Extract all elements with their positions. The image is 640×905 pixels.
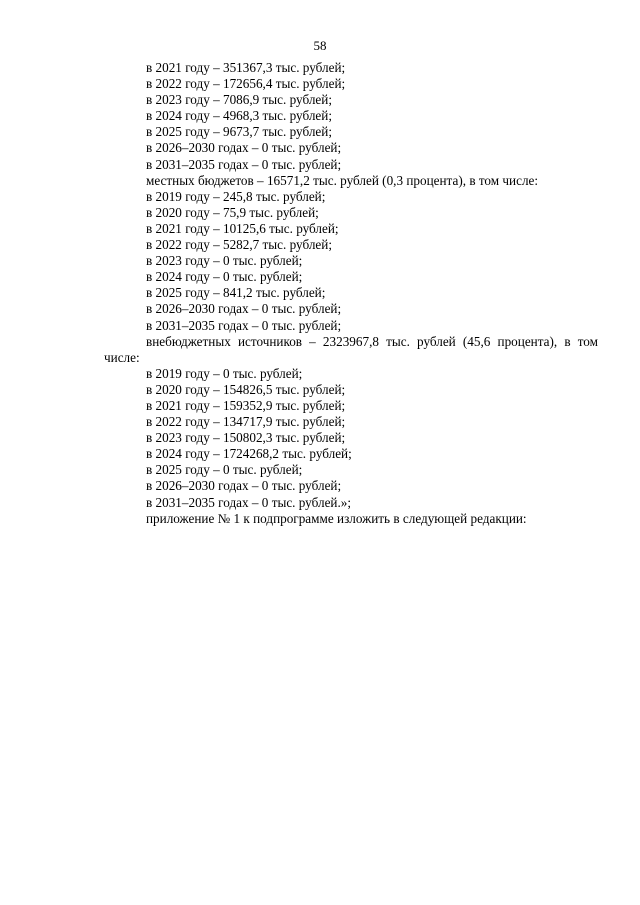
text-line: в 2020 году – 154826,5 тыс. рублей;: [146, 381, 346, 397]
text-line: в 2031–2035 годах – 0 тыс. рублей;: [146, 156, 342, 172]
text-line: в 2022 году – 5282,7 тыс. рублей;: [146, 237, 332, 253]
text-line: в 2021 году – 10125,6 тыс. рублей;: [146, 220, 339, 236]
text-line: в 2024 году – 0 тыс. рублей;: [146, 269, 303, 285]
text-line: в 2019 году – 245,8 тыс. рублей;: [146, 188, 326, 204]
text-line: в 2021 году – 159352,9 тыс. рублей;: [146, 397, 346, 413]
text-line: приложение № 1 к подпрограмме изложить в следующей редакции:: [146, 510, 527, 526]
text-line: в 2021 году – 351367,3 тыс. рублей;: [146, 60, 346, 75]
text-line: в 2026–2030 годах – 0 тыс. рублей;: [146, 478, 342, 494]
text-line: в 2024 году – 1724268,2 тыс. рублей;: [146, 446, 352, 462]
text-line: в 2023 году – 0 тыс. рублей;: [146, 253, 303, 269]
text-line: в 2025 году – 9673,7 тыс. рублей;: [146, 124, 332, 140]
text-line: в 2019 году – 0 тыс. рублей;: [146, 365, 303, 381]
text-line: в 2026–2030 годах – 0 тыс. рублей;: [146, 140, 342, 156]
text-line: в 2025 году – 0 тыс. рублей;: [146, 462, 303, 478]
text-line: в 2025 году – 841,2 тыс. рублей;: [146, 285, 326, 301]
text-line: в 2024 году – 4968,3 тыс. рублей;: [146, 108, 332, 124]
text-line: в 2023 году – 7086,9 тыс. рублей;: [146, 92, 332, 108]
text-line: местных бюджетов – 16571,2 тыс. рублей (0,3 процента), в том числе:: [146, 172, 539, 188]
text-line: в 2022 году – 172656,4 тыс. рублей;: [146, 76, 346, 92]
extrabudgetary-paragraph: внебюджетных источников – 2323967,8 тыс. рублей (45,6 процента), в том числе:: [104, 333, 598, 365]
text-line: в 2031–2035 годах – 0 тыс. рублей;: [146, 317, 342, 333]
page-number: 58: [313, 38, 327, 53]
text-line: в 2023 году – 150802,3 тыс. рублей;: [146, 430, 346, 446]
text-line: в 2022 году – 134717,9 тыс. рублей;: [146, 414, 346, 430]
document-body: [104, 60, 598, 527]
text-line: в 2026–2030 годах – 0 тыс. рублей;: [146, 301, 342, 317]
text-line: в 2031–2035 годах – 0 тыс. рублей.»;: [146, 494, 352, 510]
text-line: в 2020 году – 75,9 тыс. рублей;: [146, 204, 319, 220]
